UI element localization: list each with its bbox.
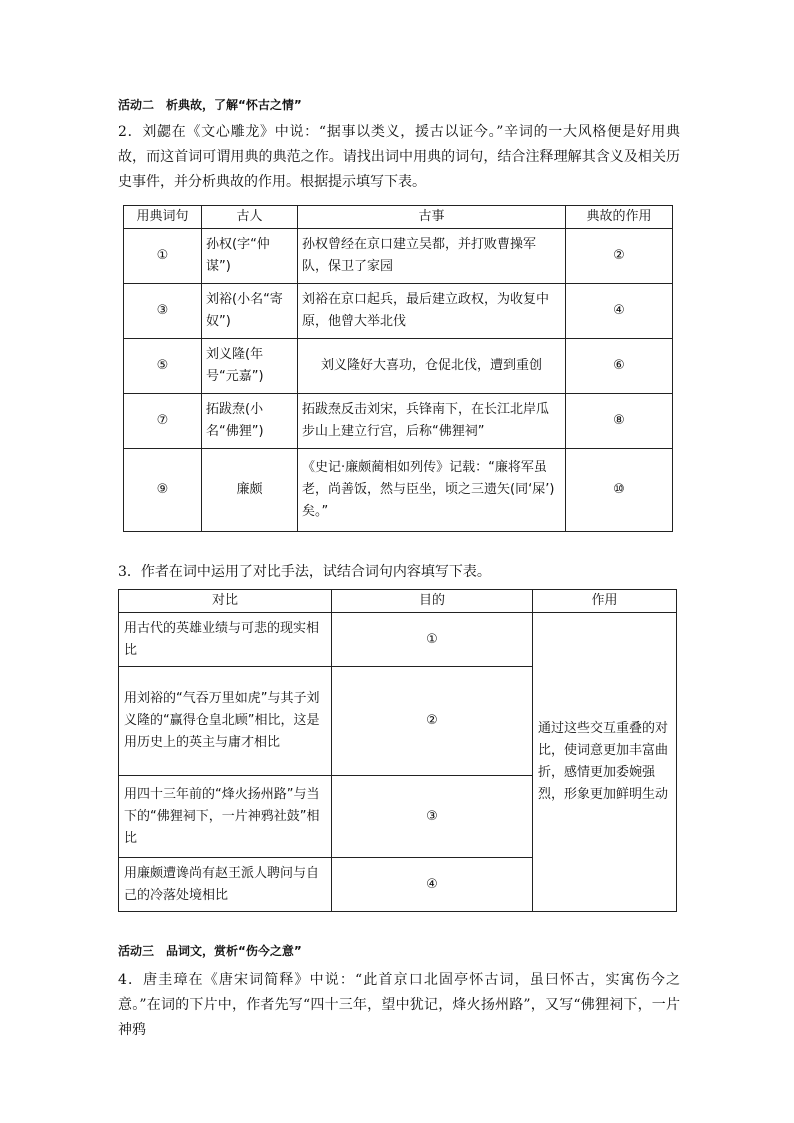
question-2-text: 2．刘勰在《文心雕龙》中说：“据事以类义，援古以证今。”辛词的一大风格便是好用典故，而这首词可谓用典的典范之作。请找出词中用典的词句，结合注释理解其含义及相关历史事件，并分析典故的作用。根据提示填写下表。 — [118, 124, 680, 190]
purpose-cell: ① — [332, 613, 533, 667]
contrast-cell: 用廉颇遭谗尚有赵王派人聘问与自己的冷落处境相比 — [119, 858, 332, 912]
allusion-table-header — [124, 206, 673, 229]
person-cell: 孙权(字“仲谋”) — [202, 229, 298, 284]
event-cell: 刘裕在京口起兵，最后建立政权，为收复中原，他曾大举北伐 — [298, 284, 566, 339]
header-contrast: 对比 — [119, 590, 332, 613]
header-purpose: 目的 — [332, 590, 533, 613]
header-ancient-person: 古人 — [202, 206, 298, 229]
allusion-line-cell: ① — [124, 229, 202, 284]
event-cell: 拓跋焘反击刘宋，兵锋南下，在长江北岸瓜步山上建立行宫，后称“佛狸祠” — [298, 394, 566, 449]
header-ancient-event: 古事 — [298, 206, 566, 229]
contrast-cell: 用古代的英雄业绩与可悲的现实相比 — [119, 613, 332, 667]
allusion-line-cell: ③ — [124, 284, 202, 339]
allusion-line-cell: ⑤ — [124, 339, 202, 394]
allusion-line-cell: ⑨ — [124, 449, 202, 532]
effect-cell: 通过这些交互重叠的对比，使词意更加丰富曲折，感情更加委婉强烈，形象更加鲜明生动 — [533, 613, 677, 912]
effect-cell: ⑩ — [566, 449, 673, 532]
event-cell: 刘义隆好大喜功，仓促北伐，遭到重创 — [298, 339, 566, 394]
effect-cell: ⑧ — [566, 394, 673, 449]
effect-cell: ⑥ — [566, 339, 673, 394]
person-cell: 刘义隆(年号“元嘉”) — [202, 339, 298, 394]
activity2-heading: 活动二 析典故，了解“怀古之情” — [118, 98, 302, 112]
allusion-table — [123, 205, 673, 532]
event-cell: 孙权曾经在京口建立吴都，并打败曹操军队，保卫了家园 — [298, 229, 566, 284]
table-row — [124, 339, 673, 394]
person-cell: 拓跋焘(小名“佛狸”) — [202, 394, 298, 449]
purpose-cell: ③ — [332, 776, 533, 858]
question-4-text: 4．唐圭璋在《唐宋词简释》中说：“此首京口北固亭怀古词，虽曰怀古，实寓伤今之意。”在词的下片中，作者先写“四十三年，望中犹记，烽火扬州路”，又写“佛狸祠下，一片神鸦 — [118, 972, 680, 1038]
header-effect: 作用 — [533, 590, 677, 613]
header-allusion-effect: 典故的作用 — [566, 206, 673, 229]
allusion-line-cell: ⑦ — [124, 394, 202, 449]
contrast-cell: 用刘裕的“气吞万里如虎”与其子刘义隆的“赢得仓皇北顾”相比，这是用历史上的英主与庸才相比 — [119, 667, 332, 776]
table-row — [124, 284, 673, 339]
event-cell: 《史记·廉颇蔺相如列传》记载：“廉将军虽老，尚善饭，然与臣坐，顷之三遗矢(同‘屎’)矣。” — [298, 449, 566, 532]
table-row — [124, 229, 673, 284]
table-row — [119, 613, 677, 667]
contrast-cell: 用四十三年前的“烽火扬州路”与当下的“佛狸祠下，一片神鸦社鼓”相比 — [119, 776, 332, 858]
table-row — [124, 449, 673, 532]
contrast-table-header — [119, 590, 677, 613]
effect-cell: ④ — [566, 284, 673, 339]
activity3-heading: 活动三 品词文，赏析“伤今之意” — [118, 944, 302, 958]
purpose-cell: ④ — [332, 858, 533, 912]
contrast-table — [118, 589, 677, 912]
effect-cell: ② — [566, 229, 673, 284]
table-row — [124, 394, 673, 449]
header-allusion-line: 用典词句 — [124, 206, 202, 229]
question-3-text: 3．作者在词中运用了对比手法，试结合词句内容填写下表。 — [118, 564, 491, 580]
person-cell: 刘裕(小名“寄奴”) — [202, 284, 298, 339]
purpose-cell: ② — [332, 667, 533, 776]
person-cell: 廉颇 — [202, 449, 298, 532]
